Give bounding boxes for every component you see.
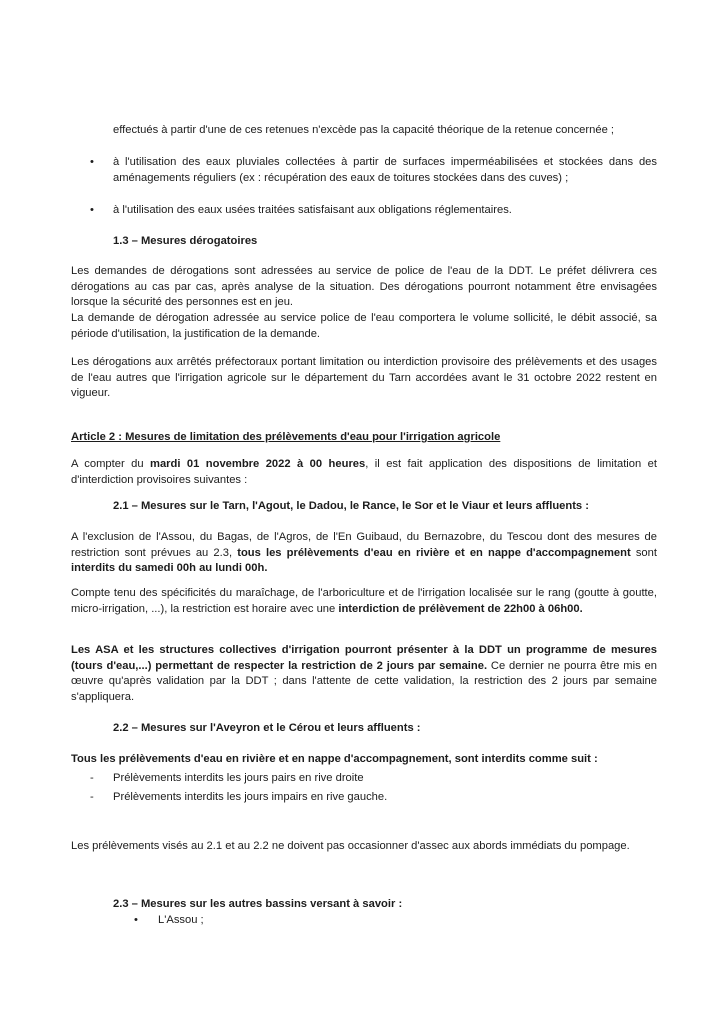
paragraph: La demande de dérogation adressée au service police de l'eau comportera le volume sollicité, le débit associé, sa période d'utilisation, la justification de la demande. [71, 312, 657, 340]
article-2-heading [71, 430, 657, 446]
list-item-text: Prélèvements interdits les jours pairs en rive droite [113, 772, 364, 784]
date-emphasis: mardi 01 novembre 2022 à 00 heures [150, 458, 366, 470]
text-run: sont [630, 546, 657, 559]
section-heading-2-3: 2.3 – Mesures sur les autres bassins versant à savoir : [113, 898, 403, 910]
text-run: Compte tenu des spécificités du maraîchage, de l'arboriculture et de l'irrigation localisée sur le rang (goutte à goutte, micro-irrigation, ...), la restriction est horaire avec une [71, 587, 657, 615]
paragraph [71, 530, 657, 577]
text-run: A compter du [71, 458, 151, 470]
text-run: Ce dernier ne pourra être mis en œuvre qu'après validation par la DDT ; dans l'attente de cette validation, la restriction des 2 jours par semaine s'appliquera. [71, 659, 657, 703]
list-item-text: à l'utilisation des eaux usées traitées satisfaisant aux obligations réglementaires. [113, 204, 512, 216]
paragraph [71, 457, 657, 488]
bold-run: interdiction de prélèvement de 22h00 à 06h00. [338, 602, 583, 615]
list-item [90, 155, 657, 186]
dash-icon: - [90, 772, 94, 784]
bullet-icon: • [90, 156, 94, 168]
list-item [90, 790, 657, 806]
text-run: , il est fait application des dispositions de limitation et d'interdiction provisoires suivantes : [71, 458, 657, 486]
paragraph-bold: Tous les prélèvements d'eau en rivière et en nappe d'accompagnement, sont interdits comme suit : [71, 753, 598, 765]
paragraph-continuation: effectués à partir d'une de ces retenues n'excède pas la capacité théorique de la retenue concernée ; [113, 124, 615, 136]
paragraph: Les prélèvements visés au 2.1 et au 2.2 ne doivent pas occasionner d'assec aux abords immédiats du pompage. [71, 840, 630, 852]
list-item-text: L'Assou ; [158, 914, 204, 926]
section-heading-2-2: 2.2 – Mesures sur l'Aveyron et le Cérou et leurs affluents : [113, 722, 421, 734]
bold-run: interdits du samedi 00h au lundi 00h. [71, 562, 268, 575]
text-run: A l'exclusion de l'Assou, du Bagas, de l'Agros, de l'En Guibaud, du Bernazobre, du Tescou dont des mesures de restriction sont prévues au 2.3, [71, 531, 657, 559]
section-heading-1-3: 1.3 – Mesures dérogatoires [113, 235, 258, 247]
paragraph [71, 643, 657, 705]
dash-icon: - [90, 791, 94, 803]
bullet-icon: • [134, 914, 138, 926]
section-heading-2-1: 2.1 – Mesures sur le Tarn, l'Agout, le Dadou, le Rance, le Sor et le Viaur et leurs affluents : [113, 500, 589, 512]
list-item [90, 771, 657, 787]
paragraph [71, 586, 657, 617]
bold-run: tous les prélèvements d'eau en rivière et en nappe d'accompagnement [237, 546, 631, 559]
paragraph: Les demandes de dérogations sont adressées au service de police de l'eau de la DDT. Le préfet délivrera ces dérogations au cas par cas, après analyse de la situation. Des dérogations pourront notamment être envisagées lorsque la sécurité des personnes est en jeu. [71, 265, 657, 309]
list-item [134, 913, 204, 929]
bold-run: Les ASA et les structures collectives d'irrigation pourront présenter à la DDT un programme de mesures (tours d'eau,...) permettant de respecter la restriction de 2 jours par semaine. [71, 644, 657, 672]
list-item [90, 203, 657, 219]
list-item-text: à l'utilisation des eaux pluviales collectées à partir de surfaces imperméabilisées et stockées dans des aménagements réguliers (ex : récupération des eaux de toitures stockées dans des cuves) ; [113, 156, 657, 184]
article-2-title: Article 2 : Mesures de limitation des prélèvements d'eau pour l'irrigation agricole [71, 431, 501, 443]
paragraph: Les dérogations aux arrêtés préfectoraux portant limitation ou interdiction provisoire des prélèvements et des usages de l'eau autres que l'irrigation agricole sur le département du Tarn accordées avant le 31 octobre 2022 restent en vigueur. [71, 356, 657, 400]
bullet-icon: • [90, 204, 94, 216]
list-item-text: Prélèvements interdits les jours impairs en rive gauche. [113, 791, 388, 803]
